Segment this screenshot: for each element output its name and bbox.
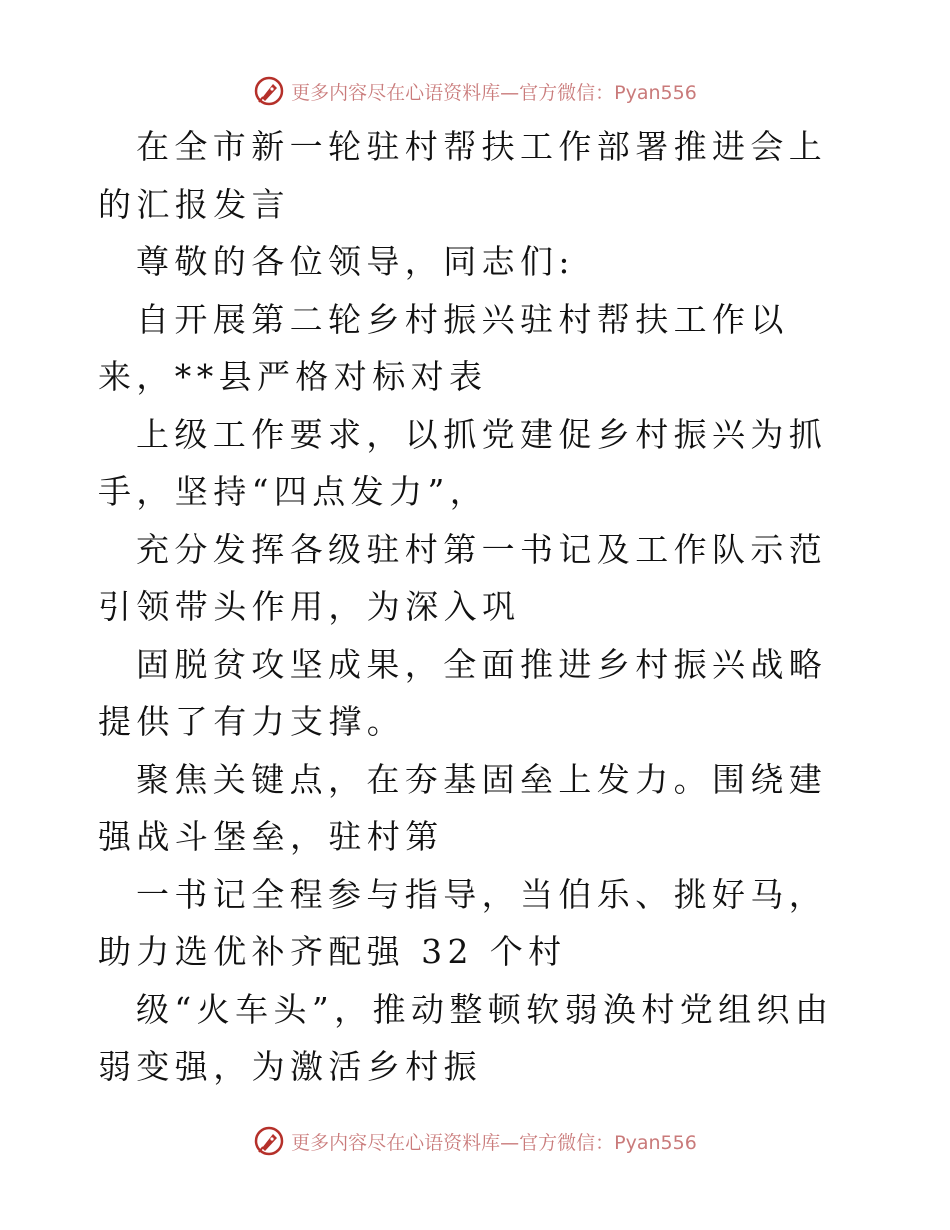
body-paragraph: 一书记全程参与指导，当伯乐、挑好马，助力选优补齐配强 32 个村: [98, 874, 828, 971]
footer-watermark-text: 更多内容尽在心语资料库—官方微信：Pyan556: [291, 1131, 697, 1154]
document-body: [98, 118, 854, 1096]
body-paragraph: 固脱贫攻坚成果，全面推进乡村振兴战略提供了有力支撑。: [98, 644, 828, 741]
pen-nib-logo-icon: [253, 1125, 285, 1157]
salutation: 尊敬的各位领导，同志们:: [136, 242, 575, 281]
pen-nib-logo-icon: [253, 75, 285, 107]
body-paragraph: 充分发挥各级驻村第一书记及工作队示范引领带头作用，为深入巩: [98, 529, 828, 626]
document-title: 在全市新一轮驻村帮扶工作部署推进会上的汇报发言: [98, 127, 828, 224]
body-paragraph: 自开展第二轮乡村振兴驻村帮扶工作以来，**县严格对标对表: [98, 299, 789, 396]
header-watermark-banner: [0, 71, 950, 111]
body-paragraph: 级“火车头”，推动整顿软弱涣村党组织由弱变强，为激活乡村振: [98, 989, 834, 1086]
body-paragraph: 上级工作要求，以抓党建促乡村振兴为抓手，坚持“四点发力”，: [98, 414, 828, 511]
body-paragraph: 聚焦关键点，在夯基固垒上发力。围绕建强战斗堡垒，驻村第: [98, 759, 828, 856]
header-watermark-text: 更多内容尽在心语资料库—官方微信：Pyan556: [291, 81, 697, 104]
footer-watermark-banner: [0, 1121, 950, 1161]
